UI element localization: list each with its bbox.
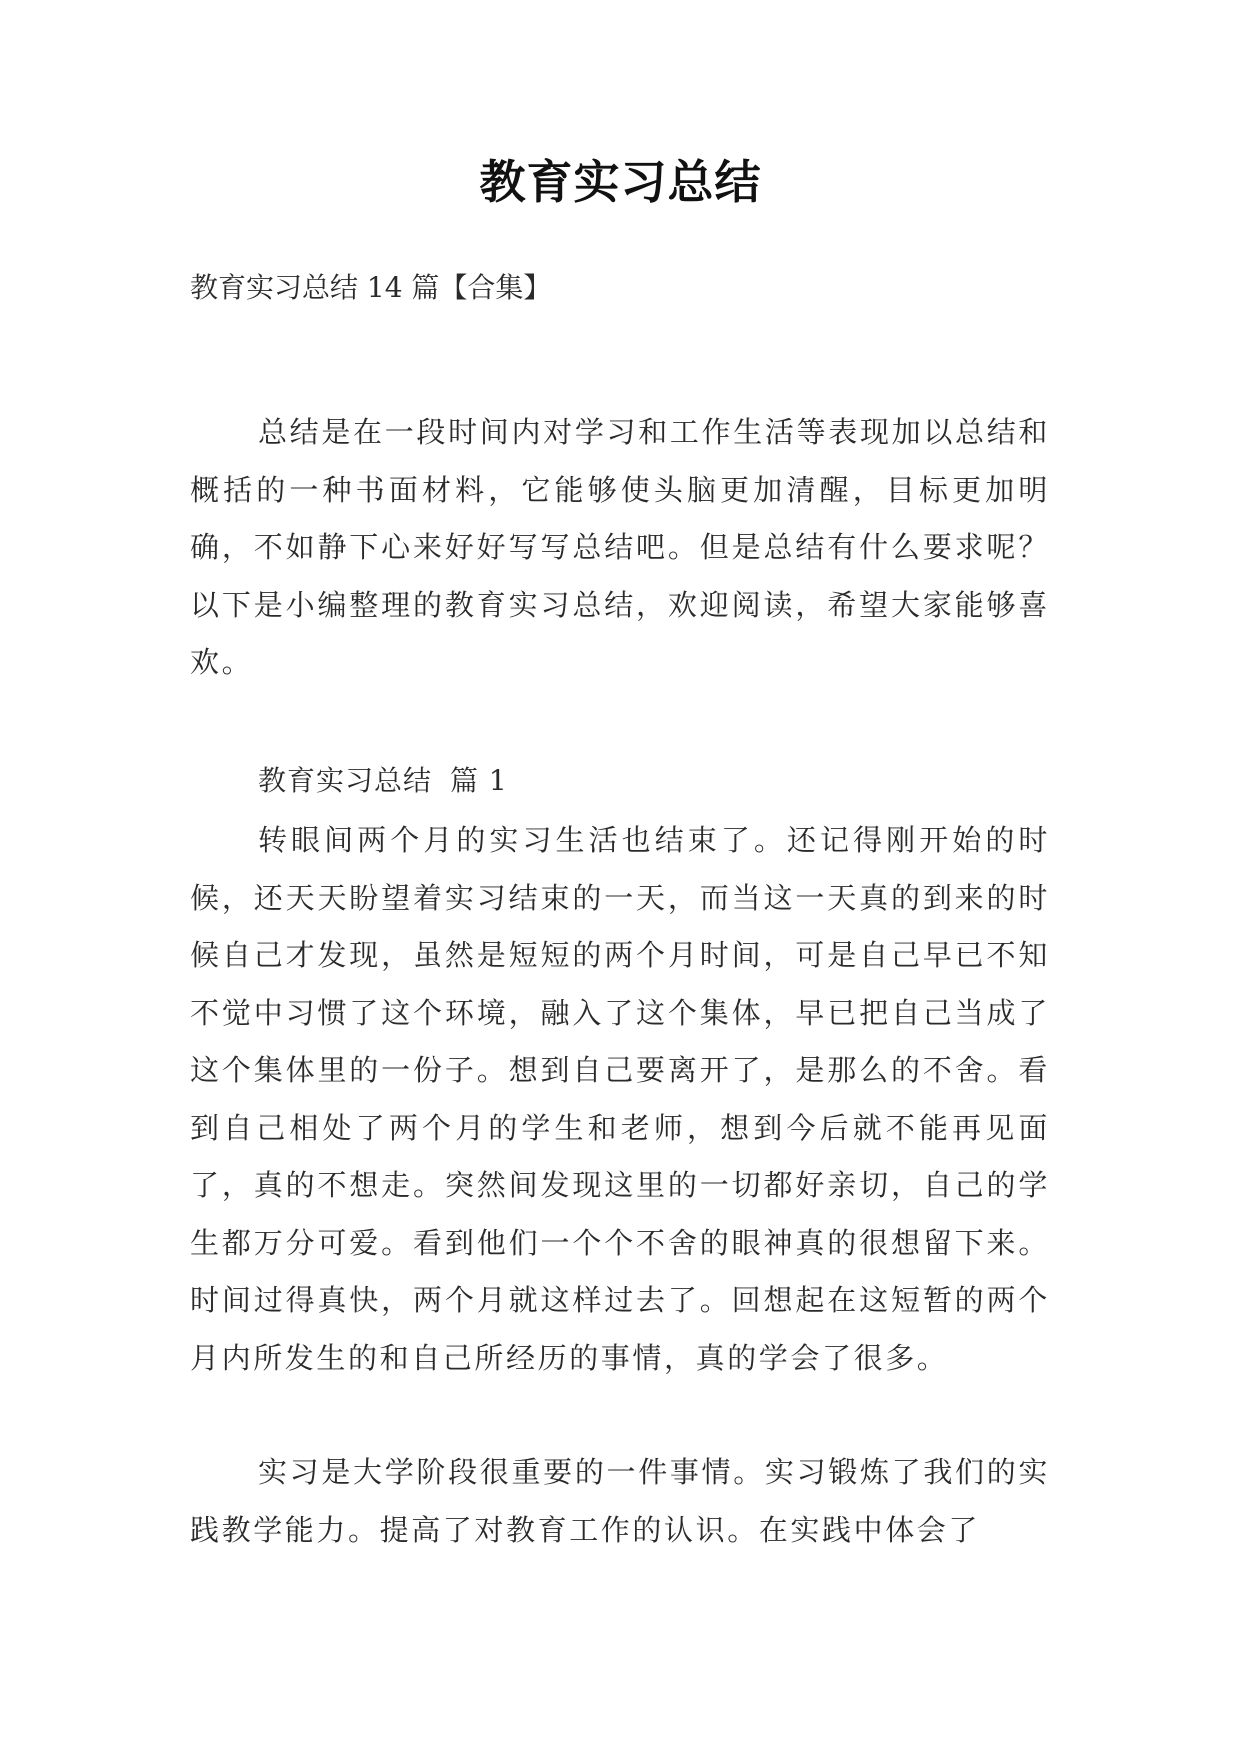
body-paragraph-1: 转眼间两个月的实习生活也结束了。还记得刚开始的时候，还天天盼望着实习结束的一天，而当这一天真的到来的时候自己才发现，虽然是短短的两个月时间，可是自己早已不知不觉中习惯了这个环境，融入了这个集体，早已把自己当成了这个集体里的一份子。想到自己要离开了，是那么的不舍。看到自己相处了两个月的学生和老师，想到今后就不能再见面了，真的不想走。突然间发现这里的一切都好亲切，自己的学生都万分可爱。看到他们一个个不舍的眼神真的很想留下来。时间过得真快，两个月就这样过去了。回想起在这短暂的两个月内所发生的和自己所经历的事情，真的学会了很多。 [190, 823, 1050, 1375]
intro-paragraph: 总结是在一段时间内对学习和工作生活等表现加以总结和概括的一种书面材料，它能够使头脑更加清醒，目标更加明确，不如静下心来好好写写总结吧。但是总结有什么要求呢？以下是小编整理的教育实习总结，欢迎阅读，希望大家能够喜欢。 [190, 415, 1050, 679]
document-subtitle: 教育实习总结 14 篇【合集】 [190, 271, 552, 304]
section-heading-title: 教育实习总结 [258, 764, 433, 797]
body-paragraph-2: 实习是大学阶段很重要的一件事情。实习锻炼了我们的实践教学能力。提高了对教育工作的认识。在实践中体会了 [190, 1455, 1050, 1547]
section-heading-number: 篇 1 [450, 764, 508, 797]
document-title: 教育实习总结 [479, 155, 762, 209]
section-heading [258, 761, 508, 801]
